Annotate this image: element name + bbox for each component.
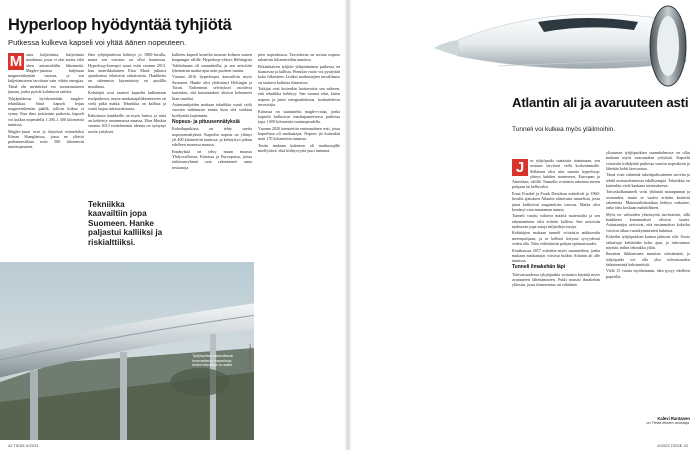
- paragraph: Vuonna 2020 toteutettiin ensimmäinen testi, jossa kapselissa oli matkustajia. Nopeus jäi kuitenkin noin 170 kilometriin tunnissa.: [258, 125, 340, 142]
- byline-role: on Tiede-lehden avustaja.: [646, 421, 690, 425]
- right-page: [348, 0, 696, 450]
- paragraph: Kokeilut tyhjiöputkien kanssa jatkuvat silti. Uusia ratkaisuja kehitetään koko ajan, ja tulevaisuus näyttää, mihin tekniikka yltää.: [606, 234, 690, 250]
- byline-name: Kalevi Rantanen: [657, 416, 690, 421]
- paragraph: Testin mukaan kokemus oli matkustajille miellyttävä, eikä kiihtyvyyttä juuri tuntunut.: [258, 142, 340, 153]
- paragraph: pien nopeuksissa. Tavoitteena on nostaa nopeus tuhansiin kilometreihin tunnissa.: [258, 52, 340, 63]
- right-folio: 6/2023 TIEDE 43: [657, 444, 688, 448]
- left-dropcap: M: [9, 53, 23, 70]
- left-column-1: [8, 52, 84, 240]
- left-column-2: [88, 52, 166, 192]
- paragraph: os tyhjiöputki saataisiin toimimaan, sen avaruus tarvitsisi vielä korkeammalle. Sellainen olisi niin sanottu hyperloop-yhteys kahden mantereen, Euroopan ja Amerikan, välillä. Tunnelin voitaisiin rakentaa meren pohjaan tai kelluvaksi.: [512, 158, 600, 190]
- left-folio: 42 TIEDE 6/2023: [8, 444, 39, 448]
- paragraph: Vielä 15 vuotta myöhemmin, idea pysyy edelleen paperilla.: [606, 268, 690, 279]
- paragraph: Ernst Frankel ja Frank Davidson esittelivät jo 1960-luvulla ajatuksen Atlantin alittavasta tunnelista, jossa junat kulkisivat magneettien varassa. Matka olisi kestänyt vain muutaman tunnin.: [512, 190, 600, 212]
- left-column-3: [172, 52, 252, 262]
- pull-quote: Tekniikka kaavailtiin jopa Suomeen. Hanke paljastui kalliiksi ja riskialttiiksi.: [88, 200, 163, 247]
- photo-caption: Tyhjiöputket saavuttavat huomattavia nopeuksia, mutta tekniikka on kallis.: [192, 354, 234, 368]
- paragraph: Myös eri valtioiden yhteistyötä tarvittaisiin, sillä hankkeen kustannukset olisivat suuret. Asiantuntijat arvioivat, että ensimmäiset kokeilut voisivat alkaa vuosikymmenten kuluttua.: [606, 211, 690, 233]
- paragraph: Asiantuntijoiden mukaan tekniikka vaatii vielä vuosien tutkimusta ennen kuin sitä voidaan hyödyntää laajemmin.: [172, 102, 252, 118]
- paragraph: Tämä voisi vähentää rakettipolttoaineen tarvetta ja tehdä avaruuslennoista edullisempia. Tekniikka on kuitenkin vielä kaukana toteutuksesta.: [606, 172, 690, 188]
- paragraph: Vuonna 2016 hyperloopia kaavailtiin myös Suomeen. Hanke olisi yhdistänyt Helsingin ja Turun. Tarkemmat selvitykset osoittivat kuitenkin, että kustannukset olisivat kohonneet liian suuriksi.: [172, 74, 252, 101]
- left-column-4: [258, 52, 340, 438]
- photo-credit: Kuva: Getty Images: [248, 343, 252, 370]
- paragraph: Kiinassa on suunniteltu maglev-rataa, jonka kapselit kulkisivat matalapaineisessa putkessa jopa 1 000 kilometrin tuntinopeudella.: [258, 108, 340, 125]
- paragraph: Pitkäaikaisen tyhjiön ylläpitäminen putkessa on haastavaa ja kallista. Pienikin vuoto voi pysäyttää koko liikenteen. Lisäksi matkustajien turvallisuus on taattava kaikissa tilanteissa.: [258, 63, 340, 85]
- right-subtitle: Tunneli voi kulkea myös yläilmoihin.: [512, 126, 616, 133]
- paragraph: Kehittäjien mukaan tunneli voitaisiin ankkuroida merenpohjaan, ja se kelluisi tietyssä syvyydessä veden alla. Näin vältettäisiin pohjan epätasaisuudet.: [512, 230, 600, 247]
- paragraph: kulkettu kapseli koneilta suomen kolmen suuren kaupungin välille. Hyperloop-yhteys Helsingistä Tukholmaan oli suunnitteilla, ja sen arvioitiin lyhentävän matka-ajan noin puoleen tuntiin.: [172, 52, 252, 73]
- paragraph: onia kuljettimia, kuljettimia maalimaa, jossa vi olut asetta, eikä ohen automobiilin liikennettä. Maglev-junassa kuljetaan magneettikentän varassa, ja sen kuljettamiseen tarvitaan vain vähän energiaa. Tämä ohi merkittävä ero tavanomaiseen junaan, jonka pyörät kuluttavat raiteita.: [8, 52, 84, 95]
- left-subhead: Nopeus- ja pituusennätyksiä: [172, 118, 240, 125]
- hyperloop-tube-illustration: [0, 262, 254, 440]
- right-column-2: [606, 150, 690, 412]
- paragraph: ylisuurten tyhjiöputkien suunnitelmissa on ollut mukana myös avaruusalan yrityksiä. Kapselit voitaisiin kiihdyttää putkessa suuriin nopeuksiin ja lähettää kohti kiertorataa.: [606, 150, 690, 171]
- paragraph: Tyhjäputkessa hyödynnetään maglev-tekniikkaa. Siinä kapseli leijuu magneettikentän päällä, jolloin kitkaa ei synny. Kun ilma poistetaan putkesta, kapseli voi kulkea nopeudella 1 200–1 300 kilometriä tunnissa.: [8, 95, 84, 128]
- paragraph: Tutkijat ovat kuitenkin luottavaisia sen suhteen, että tekniikka kehittyy. Sen tuomat edut, kuten nopeus ja pieni energiankulutus, houkuttelevat investoijia.: [258, 86, 340, 108]
- paragraph: Kesäkuussa 2017 esitettiin myös suunnitelma, jonka mukaan matkustajat voisivat kulkea Atlantin ali alle tunnissa.: [512, 247, 600, 264]
- right-dropcap: J: [512, 159, 528, 176]
- byline: [606, 416, 690, 425]
- right-subhead: Tunneli ilmakehän läpi: [512, 264, 566, 271]
- paragraph: Kokeiluputkissa on tehty useita nopeusennätyksiä. Kapselin nopeus on yltänyt yli 400 kilometriin tunnissa, ja kehitystyö jatkuu edelleen monessa maassa.: [172, 126, 252, 148]
- hyperloop-photo: [0, 262, 254, 440]
- capsule-image: [348, 0, 696, 96]
- left-subtitle: Putkessa kulkeva kapseli voi yltää äänen nopeuteen.: [8, 38, 187, 47]
- paragraph: Tunneli vaatisi valtavia määriä materiaalia ja sen rakentaminen olisi erittäin kallista. Sen arvioitiin maksavan jopa satoja miljardeja euroja.: [512, 213, 600, 229]
- right-headline: Atlantin ali ja avaruuteen asti: [512, 95, 689, 110]
- paragraph: Ennätyksiä on tehty muun muassa Yhdysvalloissa, Kiinassa ja Euroopassa, joissa tutkimusryhmät ovat rakentaneet omia testiratoja.: [172, 148, 252, 170]
- page-gutter: [345, 0, 351, 450]
- paragraph: Rahoitusta hankkeille on myös haettu, ja niitä on kehitetty useammassa maassa. Elon Muskin vuonna 2013 esittelemästä ideasta on syntynyt useita yrityksiä.: [88, 112, 166, 134]
- right-column-1: [512, 158, 600, 440]
- paragraph: Ihmisten liikkuminen muuttuu väistämättä, ja tyhjiöputki voi olla yksi tulevaisuuden tärkeimmistä keksinnöistä.: [606, 251, 690, 267]
- paragraph: Idea tyhjiöputkesta kehittyi jo 1800-luvulla, mutta sen toteutus on ollut haastavaa. Hyperloop-konsepti nousi esiin vuonna 2013, kun amerikkalainen Elon Musk julkaisi ajatuksensa teknisistä ratkaisuista. Hankkeita on sittemmin käynnistetty eri puolilla maailmaa.: [88, 52, 166, 89]
- paragraph: Tulevaisuudessa tyhjiöputkia voitaisiin käyttää myös avaruuteen lähettämiseen. Putki nousisi ilmakehän yläosiin, jossa ilmanvastus on vähäinen.: [512, 271, 600, 288]
- left-headline: Hyperloop hyödyntää tyhjiötä: [8, 16, 232, 34]
- paragraph: Taivaskulkutunneli voisi yhdistää maanpinnan ja avaruuden, mutta se vaatisi erittäin kestäviä rakenteita. Materiaalitekniikan kehitys ratkaisee, onko idea koskaan mahdollinen.: [606, 189, 690, 211]
- capsule-illustration: [348, 0, 696, 96]
- paragraph: Maglev-junat ovat jo käytössä esimerkiksi Kiinan Shanghaissa, jossa ne yltävät parhaimmillaan noin 500 kilometrin tuntinopeuteen.: [8, 128, 84, 150]
- paragraph: Kehittäjät ovat saaneet kapselin kulkemaan testiputkessa, mutta matkustajaliikenteeseen on vielä pitkä matka. Tekniikka on kallista ja vaatii laajaa infrastruktuuria.: [88, 90, 166, 112]
